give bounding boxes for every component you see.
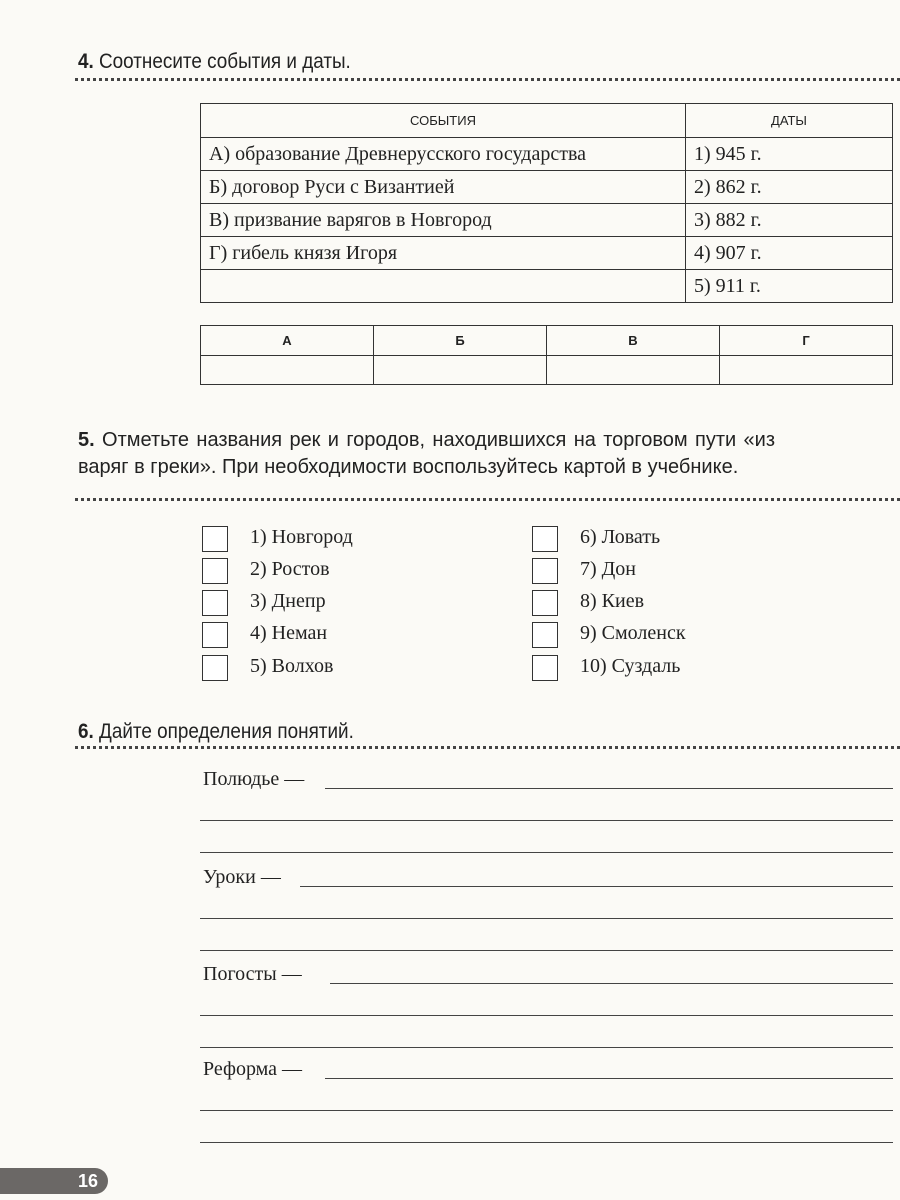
event-cell: В) призвание варягов в Новгород xyxy=(201,204,686,237)
answer-line[interactable] xyxy=(200,820,893,821)
checkbox[interactable] xyxy=(532,655,558,681)
option-label: 7) Дон xyxy=(580,558,637,580)
option-label: 2) Ростов xyxy=(250,558,330,580)
answer-cell[interactable] xyxy=(374,356,547,385)
table-row xyxy=(201,204,893,237)
checkbox[interactable] xyxy=(202,590,228,616)
answer-line[interactable] xyxy=(300,886,893,887)
checkbox[interactable] xyxy=(532,558,558,584)
option-label: 3) Днепр xyxy=(250,590,326,612)
answer-header: А xyxy=(201,326,374,356)
checkbox[interactable] xyxy=(532,622,558,648)
task-6-heading: 6. Дайте определения понятий. xyxy=(78,720,354,743)
option-label: 4) Неман xyxy=(250,622,328,644)
option-label: 5) Волхов xyxy=(250,655,334,677)
checkbox[interactable] xyxy=(202,526,228,552)
answer-cell[interactable] xyxy=(201,356,374,385)
event-cell: А) образование Древнерусского государства xyxy=(201,138,686,171)
answer-line[interactable] xyxy=(200,1142,893,1143)
task-4-heading: 4. Соотнесите события и даты. xyxy=(78,50,351,73)
date-cell: 1) 945 г. xyxy=(686,138,893,171)
answer-line[interactable] xyxy=(200,918,893,919)
answer-line[interactable] xyxy=(200,1047,893,1048)
answer-header: В xyxy=(547,326,720,356)
table-row xyxy=(201,270,893,303)
checkbox[interactable] xyxy=(532,526,558,552)
term-label: Погосты — xyxy=(203,963,302,985)
answer-line[interactable] xyxy=(325,788,893,789)
answer-table xyxy=(200,325,893,385)
events-header: СОБЫТИЯ xyxy=(201,104,686,138)
answer-line[interactable] xyxy=(200,852,893,853)
option-label: 9) Смоленск xyxy=(580,622,686,644)
answer-cell[interactable] xyxy=(720,356,893,385)
event-cell xyxy=(201,270,686,303)
answer-cell[interactable] xyxy=(547,356,720,385)
answer-header: Г xyxy=(720,326,893,356)
date-cell: 5) 911 г. xyxy=(686,270,893,303)
table-row xyxy=(201,138,893,171)
page-number: 16 xyxy=(0,1168,108,1194)
term-label: Полюдье — xyxy=(203,768,305,790)
option-label: 1) Новгород xyxy=(250,526,353,548)
table-row xyxy=(201,171,893,204)
dotted-divider xyxy=(75,78,900,81)
answer-line[interactable] xyxy=(200,1015,893,1016)
term-label: Уроки — xyxy=(203,866,281,888)
dates-header: ДАТЫ xyxy=(686,104,893,138)
answer-line[interactable] xyxy=(330,983,893,984)
event-cell: Б) договор Руси с Византией xyxy=(201,171,686,204)
option-label: 8) Киев xyxy=(580,590,645,612)
events-dates-table xyxy=(200,103,893,303)
date-cell: 2) 862 г. xyxy=(686,171,893,204)
answer-line[interactable] xyxy=(200,1110,893,1111)
dotted-divider xyxy=(75,746,900,749)
table-row xyxy=(201,237,893,270)
checkbox[interactable] xyxy=(202,622,228,648)
task-5-heading: 5. Отметьте названия рек и городов, находившихся на торговом пути «из варяг в греки». При необходимости воспользуйтесь картой в учебнике. xyxy=(78,429,775,478)
answer-line[interactable] xyxy=(325,1078,893,1079)
term-label: Реформа — xyxy=(203,1058,303,1080)
option-label: 10) Суздаль xyxy=(580,655,681,677)
event-cell: Г) гибель князя Игоря xyxy=(201,237,686,270)
date-cell: 3) 882 г. xyxy=(686,204,893,237)
checkbox[interactable] xyxy=(202,655,228,681)
option-label: 6) Ловать xyxy=(580,526,661,548)
dotted-divider xyxy=(75,498,900,501)
answer-line[interactable] xyxy=(200,950,893,951)
checkbox[interactable] xyxy=(202,558,228,584)
answer-header: Б xyxy=(374,326,547,356)
checkbox[interactable] xyxy=(532,590,558,616)
date-cell: 4) 907 г. xyxy=(686,237,893,270)
